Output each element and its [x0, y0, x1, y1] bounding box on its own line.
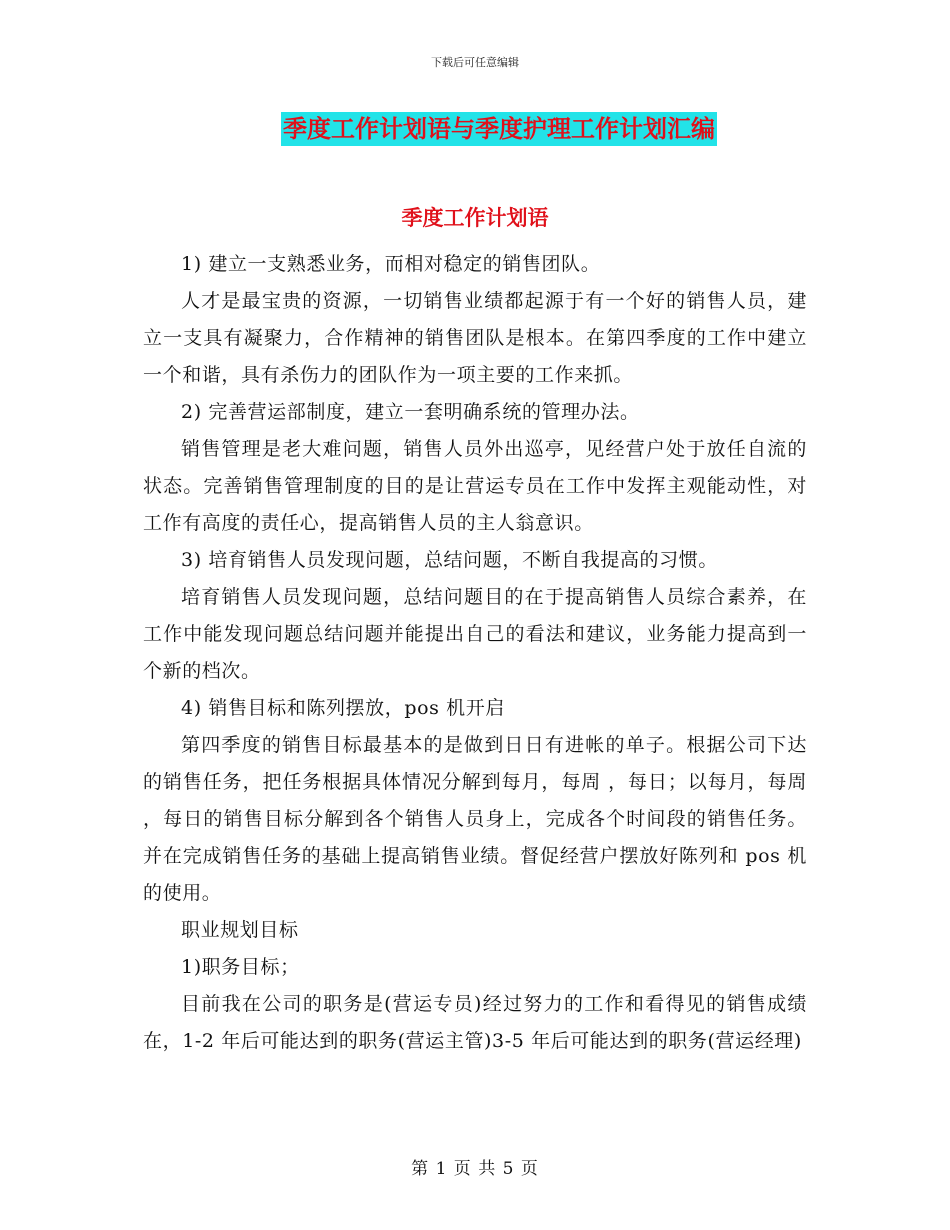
paragraph: 第四季度的销售目标最基本的是做到日日有进帐的单子。根据公司下达的销售任务，把任务根据具体情况分解到每月，每周 ，每日；以每月，每周 ，每日的销售目标分解到各个销售人员身上，完成各个时间段的销售任务。并在完成销售任务的基础上提高销售业绩。督促经营户摆放好陈列和 pos 机的使用。 [143, 734, 807, 904]
section-title: 季度工作计划语 [401, 205, 549, 230]
paragraph: 1)职务目标； [181, 956, 300, 978]
paragraph: 职业规划目标 [181, 919, 299, 941]
document-title-container [0, 112, 950, 146]
paragraph: 人才是最宝贵的资源，一切销售业绩都起源于有一个好的销售人员，建立一支具有凝聚力，合作精神的销售团队是根本。在第四季度的工作中建立一个和谐，具有杀伤力的团队作为一项主要的工作来抓。 [143, 290, 807, 386]
paragraph: 目前我在公司的职务是(营运专员)经过努力的工作和看得见的销售成绩在，1-2 年后可能达到的职务(营运主管)3-5 年后可能达到的职务(营运经理) [143, 993, 807, 1052]
paragraph: 培育销售人员发现问题，总结问题目的在于提高销售人员综合素养，在工作中能发现问题总结问题并能提出自己的看法和建议，业务能力提高到一个新的档次。 [143, 586, 807, 682]
document-title: 季度工作计划语与季度护理工作计划汇编 [281, 112, 717, 146]
paragraph: 1) 建立一支熟悉业务，而相对稳定的销售团队。 [181, 253, 601, 275]
paragraph: 2) 完善营运部制度，建立一套明确系统的管理办法。 [181, 401, 640, 423]
paragraph: 销售管理是老大难问题，销售人员外出巡亭，见经营户处于放任自流的状态。完善销售管理制度的目的是让营运专员在工作中发挥主观能动性，对工作有高度的责任心，提高销售人员的主人翁意识。 [143, 438, 807, 534]
paragraph: 3) 培育销售人员发现问题，总结问题，不断自我提高的习惯。 [181, 549, 718, 571]
paragraph: 4) 销售目标和陈列摆放，pos 机开启 [181, 697, 505, 719]
document-body [143, 246, 807, 1060]
header-note: 下载后可任意编辑 [431, 56, 519, 69]
page-number: 第 1 页 共 5 页 [411, 1159, 539, 1179]
